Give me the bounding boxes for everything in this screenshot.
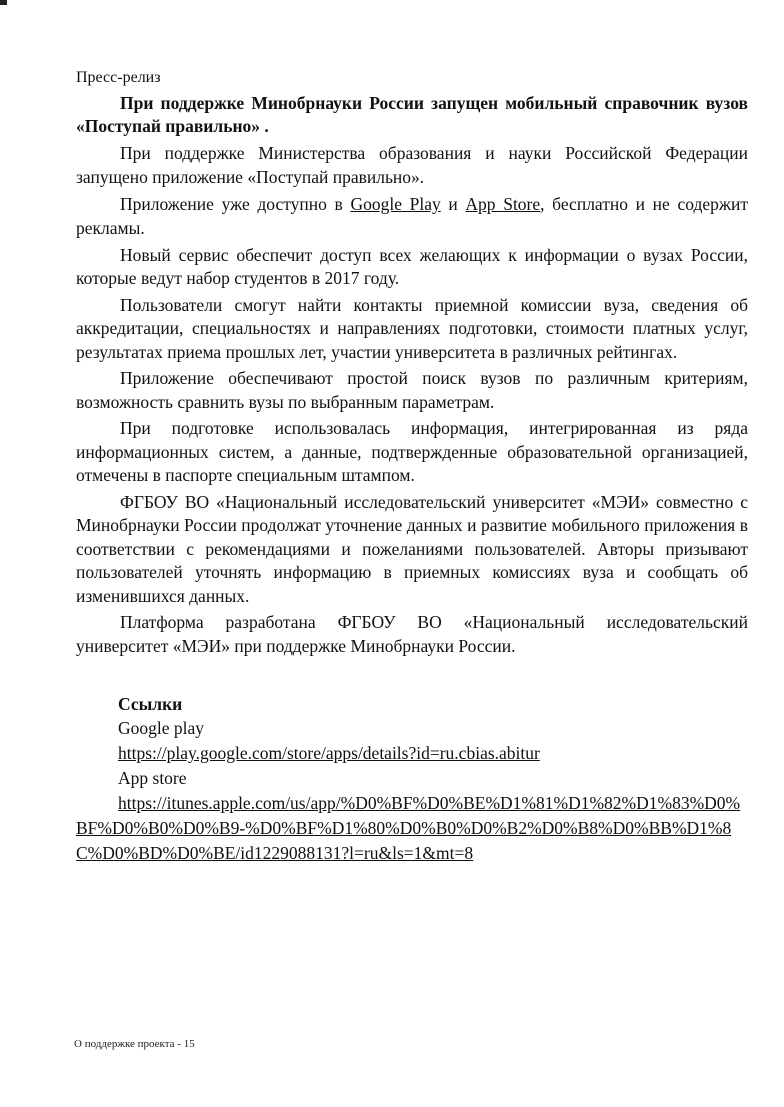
app-store-label: App store (118, 768, 187, 788)
paragraph-6: ФГБОУ ВО «Национальный исследовательский университет «МЭИ» совместно с Минобрнауки России продолжат уточнение данных и развитие мобильного приложения в соответствии с рекомендациями и пожеланиями пользователей. Авторы призывают пользователей уточнять информацию в приемных комиссиях вуза и сообщать об изменившихся данных. (76, 491, 748, 606)
google-play-link[interactable]: Google Play (350, 194, 441, 214)
paragraph-7: Платформа разработана ФГБОУ ВО «Национальный исследовательский университет «МЭИ» при поддержке Минобрнауки России. (76, 612, 748, 656)
document-label: Пресс-релиз (76, 69, 161, 86)
links-section (76, 692, 748, 866)
document-page (76, 68, 748, 866)
app-store-link[interactable]: App Store (465, 194, 541, 214)
document-title: При поддержке Минобрнауки России запущен мобильный справочник вузов «Поступай правильно» . (76, 93, 748, 136)
paragraph-2: Новый сервис обеспечит доступ всех желающих к информации о вузах России, которые ведут набор студентов в 2017 году. (76, 244, 748, 288)
google-play-url[interactable]: https://play.google.com/store/apps/details?id=ru.cbias.abitur (118, 743, 540, 763)
availability-and: и (440, 194, 466, 214)
availability-suffix: , бесплатно и не содержит рекламы. (76, 194, 748, 238)
paragraph-5: При подготовке использовалась информация, интегрированная из ряда информационных систем, а данные, подтвержденные образовательной организацией, отмечены в паспорте специальным штампом. (76, 418, 748, 485)
app-store-url[interactable]: https://itunes.apple.com/us/app/%D0%BF%D0%BE%D1%81%D1%82%D1%83%D0%BF%D0%B0%D0%B9-%D0%BF%D1%80%D0%B0%D0%B2%D0%B8%D0%BB%D1%8C%D0%BD%D0%BE/id1229088131?l=ru&ls=1&mt=8 (76, 793, 741, 863)
google-play-label: Google play (118, 718, 205, 738)
paragraph-3: Пользователи смогут найти контакты приемной комиссии вуза, сведения об аккредитации, специальностях и направлениях подготовки, стоимости платных услуг, результатах приема прошлых лет, участии университета в различных рейтингах. (76, 294, 748, 362)
links-heading: Ссылки (118, 694, 183, 714)
paragraph-1: При поддержке Министерства образования и науки Российской Федерации запущено приложение «Поступай правильно». (76, 143, 748, 187)
scan-mark (0, 0, 7, 5)
paragraph-availability (76, 192, 748, 241)
page-footer: О поддержке проекта - 15 (74, 1038, 195, 1050)
paragraph-4: Приложение обеспечивают простой поиск вузов по различным критериям, возможность сравнить вузы по выбранным параметрам. (76, 368, 748, 412)
availability-prefix: Приложение уже доступно в (120, 194, 351, 214)
